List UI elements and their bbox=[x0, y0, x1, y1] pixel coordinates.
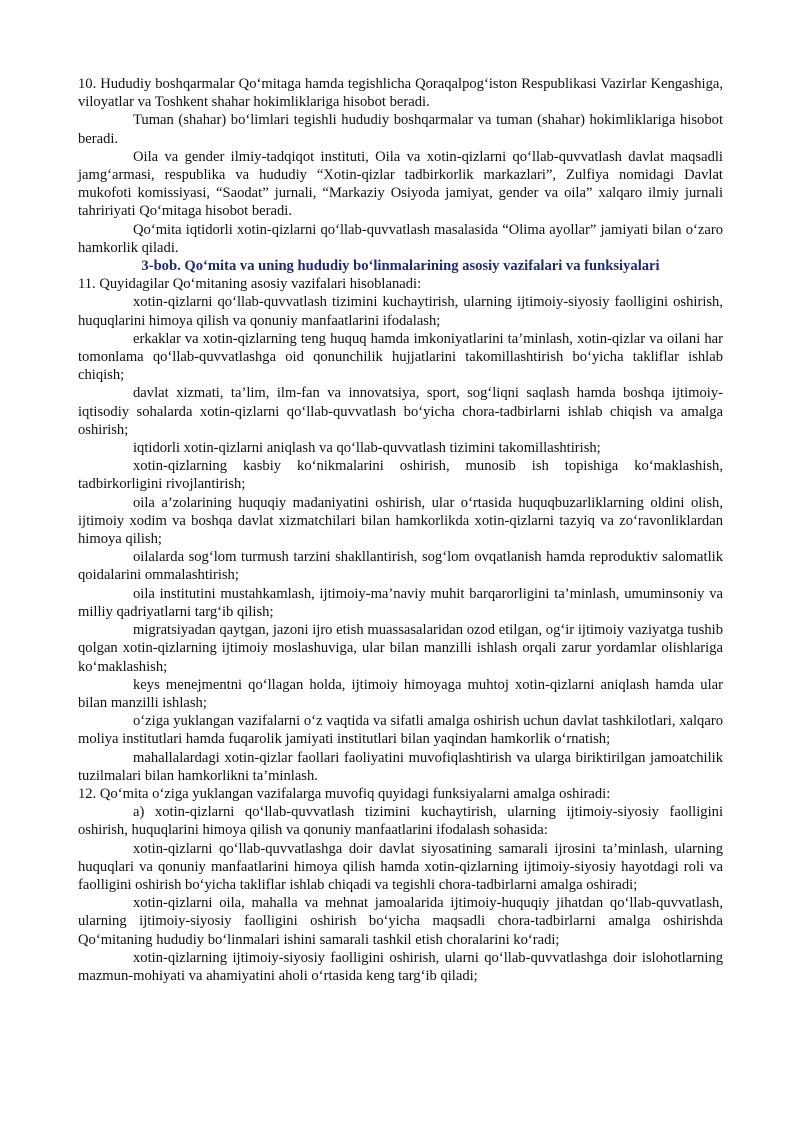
function-item: xotin-qizlarning ijtimoiy-siyosiy faolligini oshirish, ularni qo‘llab-quvvatlashga doir islohotlarning mazmun-mohiyati va ahamiyatini aholi o‘rtasida keng targ‘ib qiladi; bbox=[78, 949, 723, 984]
task-item: migratsiyadan qaytgan, jazoni ijro etish muassasalaridan ozod etilgan, og‘ir ijtimoiy vaziyatga tushib qolgan xotin-qizlarning ijtimoiy moslashuviga, ular bilan manzilli ishlash orqali zarur yordamlar olishlariga ko‘maklashish; bbox=[78, 622, 723, 675]
paragraph-10: 10. Hududiy boshqarmalar Qo‘mitaga hamda tegishlicha Qoraqalpog‘iston Respublikasi Vazirlar Kengashiga, viloyatlar va Toshkent shahar hokimliklariga hisobot beradi. bbox=[78, 76, 723, 111]
paragraph-institutes-reporting: Oila va gender ilmiy-tadqiqot instituti, Oila va xotin-qizlarni qo‘llab-quvvatlash davlat maqsadli jamg‘armasi, respublika va hududiy “Xotin-qizlar tadbirkorlik markazlari”, Zulfiya nomidagi Davlat mukofoti komissiyasi, “Saodat” jurnali, “Markaziy Osiyoda jamiyat, gender va oila” xalqaro ilmiy jurnali tahririyati Qo‘mitaga hisobot beradi. bbox=[78, 148, 723, 220]
function-item: xotin-qizlarni qo‘llab-quvvatlashga doir davlat siyosatining samarali ijrosini ta’minlash, ularning huquqlari va qonuniy manfaatlarini himoya qilish hamda xotin-qizlarning ijtimoiy-siyosiy hayotdagi roli va faolligini oshirish bo‘yicha takliflar ishlab chiqadi va tegishli chora-tadbirlarni amalga oshiradi; bbox=[78, 840, 723, 893]
paragraph-olima-ayollar: Qo‘mita iqtidorli xotin-qizlarni qo‘llab-quvvatlash masalasida “Olima ayollar” jamiyati bilan o‘zaro hamkorlik qiladi. bbox=[78, 221, 723, 256]
task-item: mahallalardagi xotin-qizlar faollari faoliyatini muvofiqlashtirish va ularga biriktirilgan jamoatchilik tuzilmalari bilan hamkorlikni ta’minlash. bbox=[78, 749, 723, 784]
task-item: o‘ziga yuklangan vazifalarni o‘z vaqtida va sifatli amalga oshirish uchun davlat tashkilotlari, xalqaro moliya institutlari hamda fuqarolik jamiyati institutlari bilan yaqindan hamkorlik o‘rnatish; bbox=[78, 713, 723, 748]
paragraph-12: 12. Qo‘mita o‘ziga yuklangan vazifalarga muvofiq quyidagi funksiyalarni amalga oshiradi: bbox=[78, 785, 611, 802]
paragraph-11: 11. Quyidagilar Qo‘mitaning asosiy vazifalari hisoblanadi: bbox=[78, 276, 422, 293]
task-item: oilalarda sog‘lom turmush tarzini shakllantirish, sog‘lom ovqatlanish hamda reproduktiv salomatlik qoidalarini ommalashtirish; bbox=[78, 549, 723, 584]
task-item: keys menejmentni qo‘llagan holda, ijtimoiy himoyaga muhtoj xotin-qizlarni aniqlash hamda ular bilan manzilli ishlash; bbox=[78, 676, 723, 711]
task-item: xotin-qizlarni qo‘llab-quvvatlash tizimini kuchaytirish, ularning ijtimoiy-siyosiy faolligini oshirish, huquqlarini himoya qilish va qonuniy manfaatlarini ifodalash; bbox=[78, 294, 723, 329]
document-page bbox=[78, 75, 723, 985]
task-item: iqtidorli xotin-qizlarni aniqlash va qo‘llab-quvvatlash tizimini takomillashtirish; bbox=[133, 440, 601, 457]
function-item: a) xotin-qizlarni qo‘llab-quvvatlash tizimini kuchaytirish, ularning ijtimoiy-siyosiy faolligini oshirish, huquqlarini himoya qilish va qonuniy manfaatlarini ifodalash sohasida: bbox=[78, 804, 723, 839]
task-item: oila a’zolarining huquqiy madaniyatini oshirish, ular o‘rtasida huquqbuzarliklarning oldini olish, ijtimoiy xodim va boshqa davlat xizmatchilari bilan hamkorlikda xotin-qizlarni tazyiq va zo‘ravonliklardan himoya qilish; bbox=[78, 494, 723, 548]
task-item: xotin-qizlarning kasbiy ko‘nikmalarini oshirish, munosib ish topishiga ko‘maklashish, tadbirkorligini rivojlantirish; bbox=[78, 458, 723, 493]
chapter-3-heading: 3-bob. Qo‘mita va uning hududiy bo‘linmalarining asosiy vazifalari va funksiyalari bbox=[141, 258, 660, 275]
task-item: davlat xizmati, ta’lim, ilm-fan va innovatsiya, sport, sog‘liqni saqlash hamda boshqa ijtimoiy-iqtisodiy sohalarda xotin-qizlarni qo‘llab-quvvatlash bo‘yicha chora-tadbirlarni ishlab chiqish va amalga oshirish; bbox=[78, 385, 723, 438]
task-item: oila institutini mustahkamlash, ijtimoiy-ma’naviy muhit barqarorligini ta’minlash, umuminsoniy va milliy qadriyatlarni targ‘ib qilish; bbox=[78, 585, 723, 620]
task-item: erkaklar va xotin-qizlarning teng huquq hamda imkoniyatlarini ta’minlash, xotin-qizlar va oilani har tomonlama qo‘llab-quvvatlashga oid qonunchilik hujjatlarini takomillashtirish bo‘yicha takliflar ishlab chiqish; bbox=[78, 330, 723, 384]
function-item: xotin-qizlarni oila, mahalla va mehnat jamoalarida ijtimoiy-huquqiy jihatdan qo‘llab-quvvatlash, ularning ijtimoiy-siyosiy faolligini oshirish bo‘yicha maqsadli chora-tadbirlarni amalga oshirishda Qo‘mitaning hududiy bo‘linmalari ishini samarali tashkil etish choralarini ko‘radi; bbox=[78, 895, 723, 948]
paragraph-district-reporting: Tuman (shahar) bo‘limlari tegishli hududiy boshqarmalar va tuman (shahar) hokimliklariga hisobot beradi. bbox=[78, 112, 723, 147]
